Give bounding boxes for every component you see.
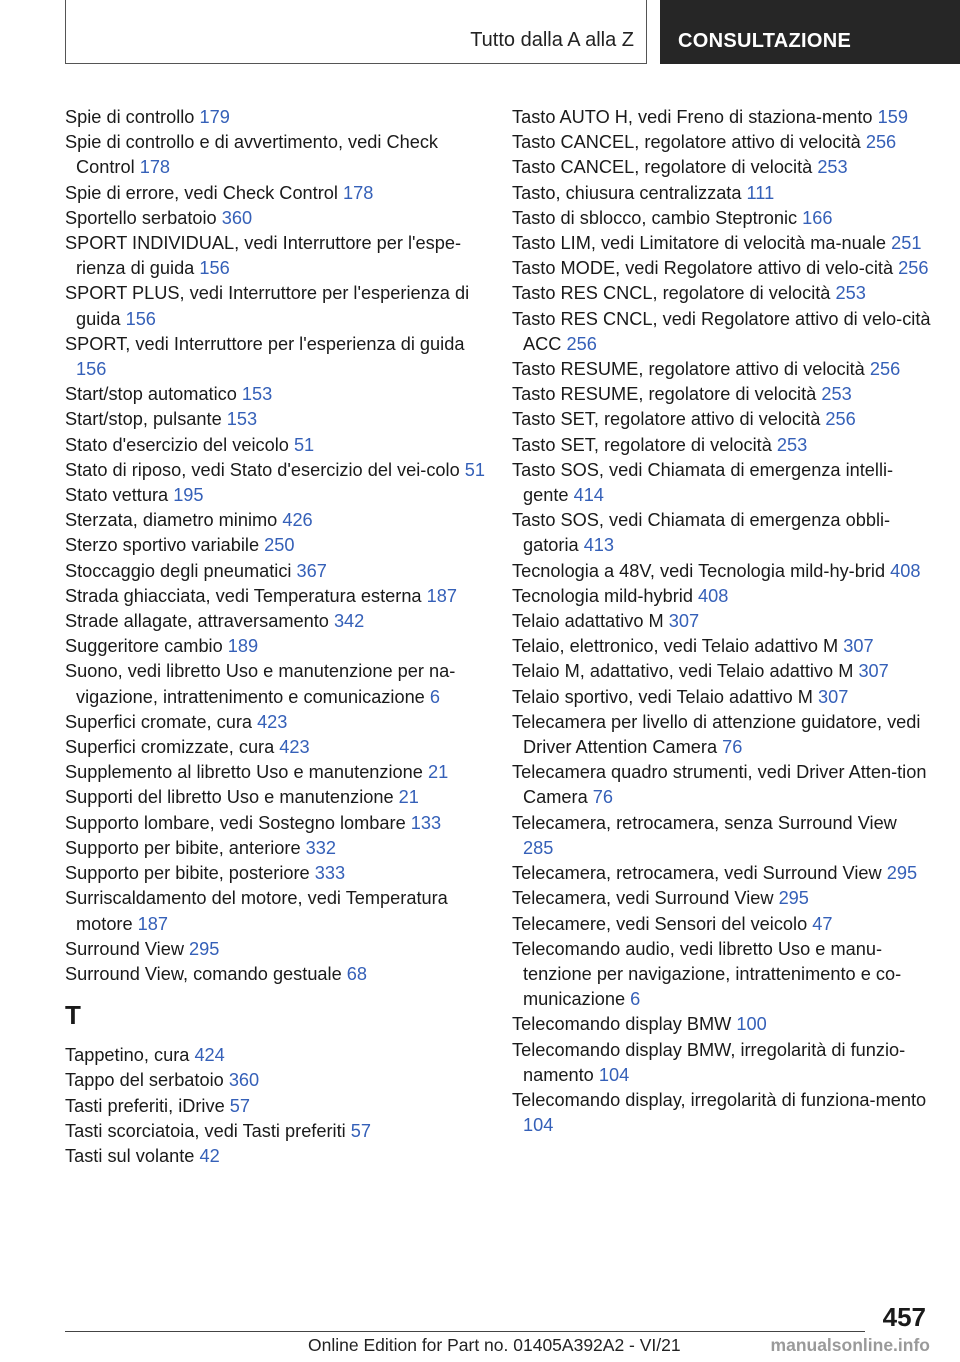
watermark-logo: manualsonline.info — [770, 1335, 930, 1355]
index-page-link[interactable]: 156 — [199, 258, 230, 279]
index-page-link[interactable]: 423 — [257, 711, 288, 732]
index-entry — [512, 130, 932, 155]
index-page-link[interactable]: 307 — [668, 611, 700, 632]
index-page-link[interactable]: 256 — [566, 333, 597, 354]
index-page-link[interactable]: 333 — [314, 863, 346, 884]
index-entry — [65, 609, 497, 634]
index-entry-text: Telaio M, adattativo, vedi Telaio adattivo M — [512, 661, 854, 682]
index-entry — [512, 861, 932, 886]
index-entry-text: Stato d'esercizio del veicolo — [65, 434, 289, 455]
index-entry-text: Tasto SOS, vedi Chiamata di emergenza obbli‐gatoria — [512, 510, 891, 556]
index-entry-text: Tasti scorciatoia, vedi Tasti preferiti — [65, 1120, 346, 1141]
index-entry-text: Telecamera per livello di attenzione guidatore, vedi Driver Attention Camera — [512, 711, 921, 758]
index-entry-text: Superfici cromate, cura — [65, 711, 252, 732]
index-entry — [65, 433, 497, 458]
index-entry — [512, 458, 932, 508]
index-entry — [512, 886, 932, 911]
index-entry-text: Supporto per bibite, anteriore — [65, 837, 301, 858]
index-entry-text: Telecamera, retrocamera, vedi Surround View — [512, 863, 882, 884]
index-page-link[interactable]: 285 — [523, 837, 554, 858]
index-entry-text: Tasto SOS, vedi Chiamata di emergenza intelli‐gente — [512, 459, 894, 506]
index-entry — [512, 307, 932, 357]
index-column-right — [512, 105, 932, 1138]
index-page-link[interactable]: 51 — [293, 434, 315, 455]
index-entry-text: SPORT PLUS, vedi Interruttore per l'esperienza di guida — [65, 283, 470, 329]
index-letter-heading: T — [65, 1000, 81, 1031]
index-entry — [65, 181, 497, 206]
index-page-link[interactable]: 256 — [865, 132, 897, 153]
index-entry — [65, 710, 497, 735]
index-entry-text: Start/stop, pulsante — [65, 409, 222, 430]
index-page-link[interactable]: 153 — [241, 384, 273, 405]
index-entry — [512, 155, 932, 180]
index-entry-text: Telecomando display, irregolarità di funziona‐mento — [512, 1089, 927, 1110]
index-entry — [65, 886, 497, 936]
index-entry — [512, 912, 932, 937]
index-entry-text: Surriscaldamento del motore, vedi Temperatura motore — [65, 888, 448, 934]
index-entry — [512, 281, 932, 306]
index-page-link[interactable]: 156 — [125, 308, 156, 329]
index-entry-text: Suggeritore cambio — [65, 636, 223, 657]
index-entry-text: Tecnologia mild-hybrid — [512, 585, 693, 606]
index-page-link[interactable]: 256 — [898, 258, 929, 279]
index-entry — [512, 231, 932, 256]
index-entry — [512, 382, 932, 407]
index-page-link[interactable]: 76 — [592, 787, 613, 808]
footer-divider — [65, 1331, 865, 1332]
index-entry — [512, 584, 932, 609]
index-entry-text: Telecamera, retrocamera, senza Surround View — [512, 812, 897, 833]
index-page-link[interactable]: 256 — [825, 409, 856, 430]
index-page-link[interactable]: 307 — [843, 636, 874, 657]
index-page-link[interactable]: 21 — [427, 762, 449, 783]
index-entry — [512, 1012, 932, 1037]
index-entry-text: Telaio, elettronico, vedi Telaio adattivo M — [512, 636, 839, 657]
index-entry-text: Tasti preferiti, iDrive — [65, 1095, 225, 1116]
header-chapter-title: CONSULTAZIONE — [678, 30, 852, 52]
index-entry-text: Suono, vedi libretto Uso e manutenzione per na‐vigazione, intrattenimento e comunicazione — [65, 661, 456, 707]
index-entry-text: Supporto lombare, vedi Sostegno lombare — [65, 812, 406, 833]
index-page-link[interactable]: 307 — [858, 661, 889, 682]
index-page-link[interactable]: 295 — [886, 863, 918, 884]
index-entry — [512, 760, 932, 810]
index-page-link[interactable]: 179 — [199, 107, 230, 127]
index-entry — [512, 105, 932, 130]
index-entry — [65, 836, 497, 861]
index-entry — [65, 937, 497, 962]
index-entry — [65, 659, 497, 709]
index-page-link[interactable]: 360 — [228, 1070, 260, 1091]
index-entry — [512, 559, 932, 584]
index-entry-text: Start/stop automatico — [65, 384, 237, 405]
index-entry-text: Telecomando display BMW — [512, 1014, 732, 1035]
index-page-link[interactable]: 47 — [812, 913, 833, 934]
index-page-link[interactable]: 253 — [821, 384, 852, 405]
index-entry — [65, 785, 497, 810]
index-entry-text: Telaio sportivo, vedi Telaio adattivo M — [512, 686, 813, 707]
index-entry — [65, 760, 497, 785]
index-page-link[interactable]: 253 — [817, 157, 848, 178]
header-chapter-box — [660, 0, 960, 64]
index-page-link[interactable]: 424 — [194, 1045, 225, 1066]
index-entry — [65, 1068, 497, 1093]
index-page-link[interactable]: 153 — [226, 409, 258, 430]
index-page-link[interactable]: 413 — [583, 535, 615, 556]
page-number: 457 — [882, 1302, 926, 1332]
index-page-link[interactable]: 408 — [890, 560, 921, 581]
index-entry — [512, 1088, 932, 1138]
index-page-link[interactable]: 166 — [802, 207, 833, 228]
index-entry-text: SPORT INDIVIDUAL, vedi Interruttore per l'espe‐rienza di guida — [65, 233, 462, 279]
index-entry — [512, 407, 932, 432]
index-entry-text: Tappetino, cura — [65, 1045, 190, 1066]
index-entry-text: Tasto RESUME, regolatore di velocità — [512, 384, 817, 405]
index-entry-text: Tappo del serbatoio — [65, 1070, 224, 1091]
index-page-link[interactable]: 342 — [333, 611, 365, 632]
index-page-link[interactable]: 68 — [346, 963, 367, 984]
index-entry — [65, 281, 497, 331]
index-entry — [512, 181, 932, 206]
index-entry-text: Tasto di sblocco, cambio Steptronic — [512, 207, 798, 228]
index-entry — [65, 1043, 497, 1068]
index-entry-text: Sportello serbatoio — [65, 207, 217, 228]
index-page-link[interactable]: 253 — [835, 283, 866, 304]
index-entry — [512, 634, 932, 659]
index-entry — [512, 433, 932, 458]
index-page-link[interactable]: 57 — [229, 1095, 250, 1116]
index-page-link[interactable]: 42 — [199, 1145, 220, 1166]
index-entry — [65, 130, 497, 180]
index-entry — [65, 634, 497, 659]
index-page-link[interactable]: 295 — [778, 888, 809, 909]
index-entry-text: Sterzo sportivo variabile — [65, 535, 260, 556]
index-page-link[interactable]: 295 — [189, 938, 220, 959]
index-entry — [512, 609, 932, 634]
index-entry — [65, 1144, 497, 1169]
index-entry-text: Tasto CANCEL, regolatore di velocità — [512, 157, 813, 178]
index-entry — [65, 206, 497, 231]
index-page-link[interactable]: 57 — [350, 1120, 371, 1141]
index-entry-text: Tecnologia a 48V, vedi Tecnologia mild-hy‐brid — [512, 560, 886, 581]
index-entry — [512, 659, 932, 684]
index-page-link[interactable]: 159 — [877, 107, 908, 127]
index-page-link[interactable]: 251 — [891, 233, 922, 254]
index-entry-text: Tasto RESUME, regolatore attivo di velocità — [512, 359, 865, 380]
index-page-link[interactable]: 367 — [296, 560, 327, 581]
index-entry-text: Supplemento al libretto Uso e manutenzione — [65, 762, 423, 783]
index-entry-text: Telecamera, vedi Surround View — [512, 888, 774, 909]
index-page-link[interactable]: 189 — [227, 636, 259, 657]
index-entry — [65, 382, 497, 407]
index-column-left — [65, 105, 497, 1169]
index-page-link[interactable]: 76 — [722, 737, 743, 758]
index-entry-text: Sterzata, diametro minimo — [65, 510, 278, 531]
index-page-link[interactable]: 414 — [573, 485, 604, 506]
index-entry — [65, 1119, 497, 1144]
index-page-link[interactable]: 6 — [429, 686, 440, 707]
index-entry-text: Stato di riposo, vedi Stato d'esercizio del vei‐colo — [65, 459, 460, 480]
index-page-link[interactable]: 104 — [598, 1064, 630, 1085]
index-page-link[interactable]: 51 — [464, 459, 486, 480]
index-entry — [65, 332, 497, 382]
index-entry — [512, 206, 932, 231]
index-entry — [512, 508, 932, 558]
index-page-link[interactable]: 187 — [426, 585, 457, 606]
index-entry — [65, 811, 497, 836]
index-entry — [512, 1038, 932, 1088]
index-entry — [65, 231, 497, 281]
footer-edition: Online Edition for Part no. 01405A392A2 - VI/21 — [308, 1335, 681, 1355]
index-page-link[interactable]: 256 — [869, 359, 901, 380]
index-entry — [65, 508, 497, 533]
index-entry-text: Stato vettura — [65, 485, 169, 506]
index-entry-text: Telecomando display BMW, irregolarità di funzio‐namento — [512, 1039, 906, 1085]
index-page-link[interactable]: 178 — [139, 157, 171, 178]
index-entry-text: Stoccaggio degli pneumatici — [65, 560, 292, 581]
index-entry-text: Telaio adattativo M — [512, 611, 664, 632]
index-entry — [65, 483, 497, 508]
index-page-link[interactable]: 195 — [173, 485, 204, 506]
index-page-link[interactable]: 21 — [398, 787, 419, 808]
index-entry — [512, 685, 932, 710]
index-page-link[interactable]: 187 — [137, 913, 169, 934]
index-page-link[interactable]: 426 — [282, 510, 313, 531]
index-entry-text: Supporto per bibite, posteriore — [65, 863, 310, 884]
index-entry — [512, 710, 932, 760]
index-entry — [512, 937, 932, 1013]
header-section-box — [65, 0, 647, 64]
header-section-title: Tutto dalla A alla Z — [470, 29, 634, 51]
index-entry — [65, 105, 497, 130]
index-entry-text: Telecamera quadro strumenti, vedi Driver Atten‐tion Camera — [512, 762, 927, 808]
index-entry-text: Tasto SET, regolatore attivo di velocità — [512, 409, 821, 430]
index-entry-text: Telecamere, vedi Sensori del veicolo — [512, 913, 808, 934]
index-entry-text: Tasto, chiusura centralizzata — [512, 182, 742, 203]
index-page-link[interactable]: 6 — [630, 989, 641, 1010]
index-page-link[interactable]: 408 — [698, 585, 729, 606]
index-entry-text: Tasto RES CNCL, vedi Regolatore attivo di velo‐cità ACC — [512, 308, 931, 354]
index-page-link[interactable]: 111 — [746, 182, 775, 203]
index-entry-text: Spie di controllo — [65, 107, 195, 127]
index-entry — [65, 407, 497, 432]
index-entry-text: Tasto MODE, vedi Regolatore attivo di velo‐cità — [512, 258, 894, 279]
index-page-link[interactable]: 360 — [221, 207, 253, 228]
index-entry-text: Spie di controllo e di avvertimento, vedi Check Control — [65, 132, 439, 178]
index-entry-text: Supporti del libretto Uso e manutenzione — [65, 787, 394, 808]
index-entry-text: Tasto AUTO H, vedi Freno di staziona‐mento — [512, 107, 873, 127]
index-entry — [512, 256, 932, 281]
index-entry-text: Tasto LIM, vedi Limitatore di velocità ma‐nuale — [512, 233, 887, 254]
index-entry-text: Telecomando audio, vedi libretto Uso e manu‐tenzione per navigazione, intrattenimento e co‐municazione — [512, 938, 902, 1010]
index-entry-text: Tasto RES CNCL, regolatore di velocità — [512, 283, 831, 304]
index-entry — [65, 533, 497, 558]
index-page-link[interactable]: 423 — [279, 737, 310, 758]
index-entry-text: Superfici cromizzate, cura — [65, 737, 275, 758]
index-entry — [65, 962, 497, 987]
index-page-link[interactable]: 253 — [776, 434, 808, 455]
index-page-link[interactable]: 178 — [343, 182, 374, 203]
index-entry — [65, 1094, 497, 1119]
index-page-link[interactable]: 104 — [523, 1115, 554, 1136]
index-entry-text: Tasto CANCEL, regolatore attivo di velocità — [512, 132, 861, 153]
index-page-link[interactable]: 250 — [264, 535, 295, 556]
index-entry-text: SPORT, vedi Interruttore per l'esperienza di guida — [65, 333, 465, 354]
index-entry-text: Strade allagate, attraversamento — [65, 611, 329, 632]
index-page-link[interactable]: 100 — [736, 1014, 767, 1035]
index-entry — [65, 735, 497, 760]
index-entry — [65, 584, 497, 609]
index-page-link[interactable]: 307 — [818, 686, 849, 707]
index-page-link[interactable]: 156 — [76, 359, 107, 380]
index-entry-text: Tasto SET, regolatore di velocità — [512, 434, 772, 455]
index-page-link[interactable]: 332 — [305, 837, 336, 858]
index-entry-text: Surround View, comando gestuale — [65, 963, 342, 984]
index-entry-text: Strada ghiacciata, vedi Temperatura esterna — [65, 585, 422, 606]
index-page-link[interactable]: 133 — [410, 812, 442, 833]
index-entry — [65, 458, 497, 483]
index-entry — [512, 811, 932, 861]
index-entry — [512, 357, 932, 382]
index-entry-text: Surround View — [65, 938, 184, 959]
index-entry — [65, 861, 497, 886]
index-entry — [65, 559, 497, 584]
index-entry-text: Spie di errore, vedi Check Control — [65, 182, 338, 203]
index-entry-text: Tasti sul volante — [65, 1145, 195, 1166]
